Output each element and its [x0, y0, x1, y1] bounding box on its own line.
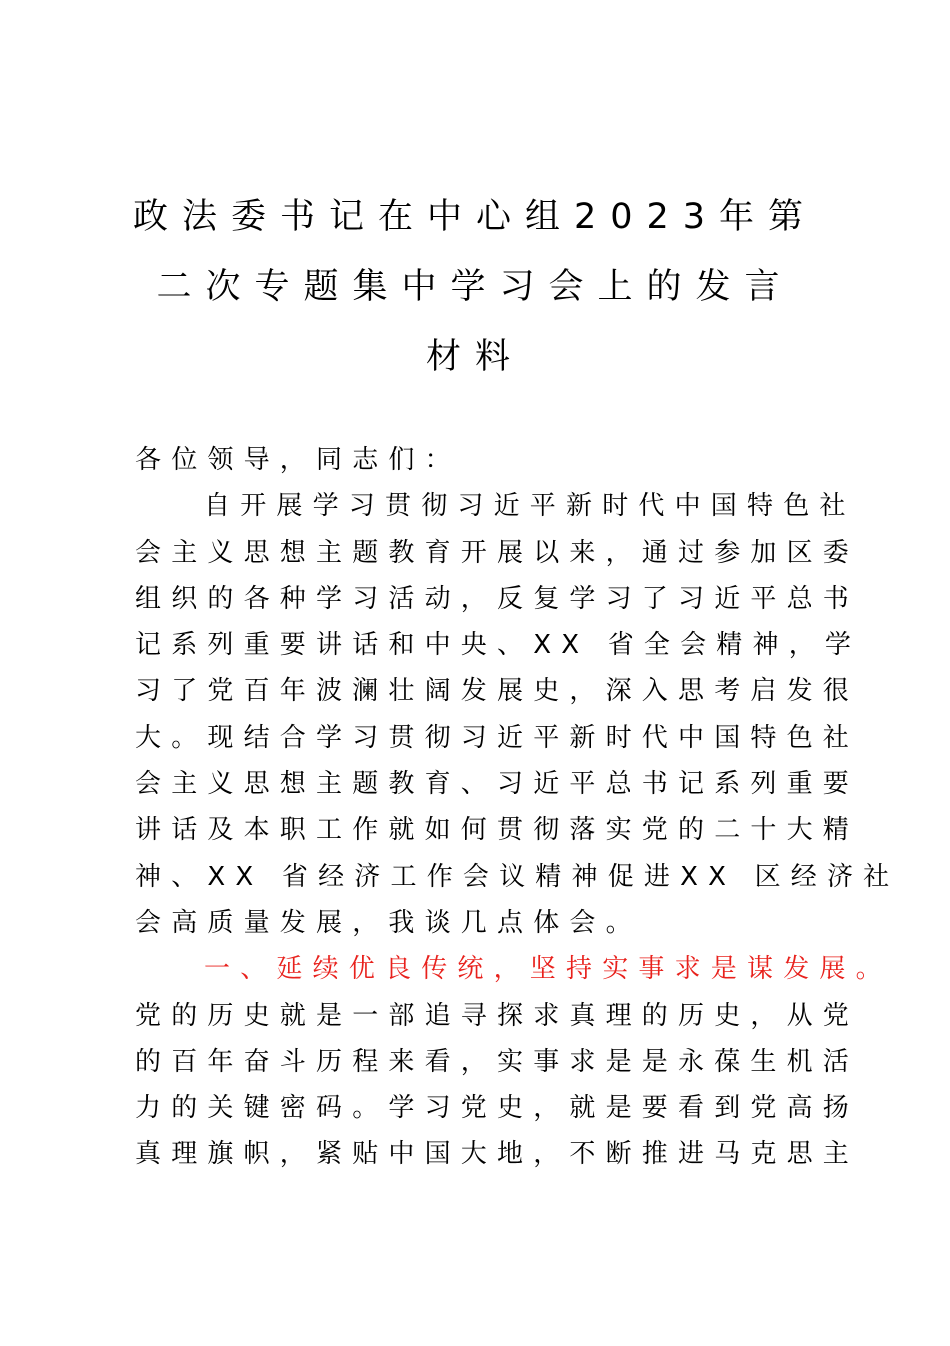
- section-1-body: [135, 993, 860, 1178]
- paragraph-line: 会主义思想主题教育、习近平总书记系列重要: [135, 769, 860, 800]
- title-line-2: 二次专题集中学习会上的发言: [156, 267, 794, 307]
- paragraph-line: 习了党百年波澜壮阔发展史，深入思考启发很: [135, 676, 860, 707]
- paragraph-1: [135, 483, 900, 946]
- paragraph-line: 力的关键密码。学习党史，就是要看到党高扬: [135, 1093, 860, 1124]
- paragraph-line: 组织的各种学习活动，反复学习了习近平总书: [135, 583, 860, 614]
- document-title: [120, 182, 830, 392]
- salutation: 各位领导，同志们：: [135, 445, 461, 475]
- paragraph-line: 神、XX 省经济工作会议精神促进XX 区经济社: [135, 861, 900, 892]
- paragraph-line: 自开展学习贯彻习近平新时代中国特色社: [204, 491, 856, 522]
- paragraph-line: 党的历史就是一部追寻探求真理的历史，从党: [135, 1000, 860, 1031]
- paragraph-line: 记系列重要讲话和中央、XX 省全会精神，学: [135, 630, 862, 661]
- title-line-1: 政法委书记在中心组2023年第: [132, 197, 818, 237]
- paragraph-line: 会高质量发展，我谈几点体会。: [135, 907, 642, 938]
- title-line-3: 材料: [425, 337, 524, 377]
- paragraph-line: 大。现结合学习贯彻习近平新时代中国特色社: [135, 722, 860, 753]
- paragraph-line: 真理旗帜，紧贴中国大地，不断推进马克思主: [135, 1139, 860, 1170]
- paragraph-line: 会主义思想主题教育开展以来，通过参加区委: [135, 537, 860, 568]
- paragraph-line: 的百年奋斗历程来看，实事求是是永葆生机活: [135, 1046, 860, 1077]
- section-heading-1: 一、延续优良传统，坚持实事求是谋发展。: [204, 954, 892, 985]
- paragraph-line: 讲话及本职工作就如何贯彻落实党的二十大精: [135, 815, 860, 846]
- document-body: [135, 437, 900, 1178]
